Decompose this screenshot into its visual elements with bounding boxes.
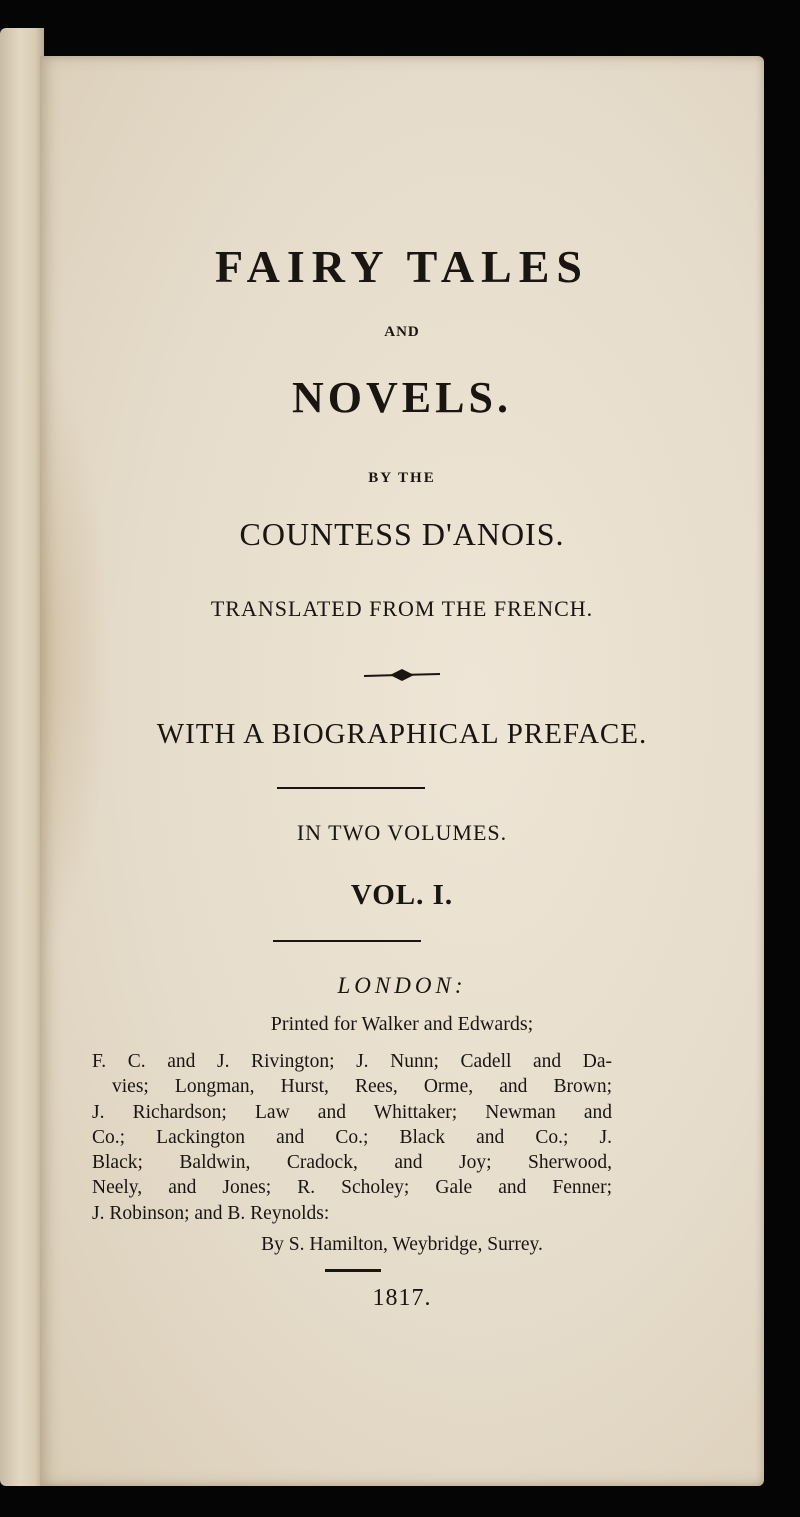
divider-rule <box>325 1269 381 1272</box>
ornament-icon <box>362 660 442 690</box>
printed-for-line: Printed for Walker and Edwards; <box>270 1013 534 1035</box>
title-conjunction: AND <box>384 324 420 340</box>
divider-rule <box>277 787 425 789</box>
imprint-line: J. Richardson; Law and Whittaker; Newman and <box>92 1101 612 1123</box>
divider-rule <box>273 940 421 942</box>
volume-number: VOL. I. <box>350 879 454 911</box>
preface-note: WITH A BIOGRAPHICAL PREFACE. <box>156 718 648 750</box>
imprint-line: Black; Baldwin, Cradock, and Joy; Sherwood, <box>92 1152 612 1174</box>
title-line-2: NOVELS. <box>292 373 512 422</box>
imprint-line: Neely, and Jones; R. Scholey; Gale and Fenner; <box>92 1177 612 1199</box>
title-page <box>40 56 764 1486</box>
volumes-note: IN TWO VOLUMES. <box>296 820 508 845</box>
imprint-line: F. C. and J. Rivington; J. Nunn; Cadell and Da- <box>92 1051 612 1072</box>
publication-place: LONDON: <box>337 973 467 998</box>
translation-note: TRANSLATED FROM THE FRENCH. <box>210 596 594 621</box>
ornament-divider <box>40 660 764 690</box>
booksellers-list <box>92 1049 612 1226</box>
publication-year: 1817. <box>372 1285 432 1311</box>
author-name: COUNTESS D'ANOIS. <box>239 516 565 552</box>
printer-line: By S. Hamilton, Weybridge, Surrey. <box>261 1234 543 1255</box>
title-line-1: FAIRY TALES <box>214 241 590 292</box>
imprint-line: vies; Longman, Hurst, Rees, Orme, and Brown; <box>112 1076 612 1098</box>
imprint-line: Co.; Lackington and Co.; Black and Co.; J. <box>92 1126 612 1148</box>
by-the-label: BY THE <box>368 470 436 486</box>
imprint-line: J. Robinson; and B. Reynolds: <box>92 1202 330 1224</box>
book-spine-edge <box>0 28 44 1486</box>
